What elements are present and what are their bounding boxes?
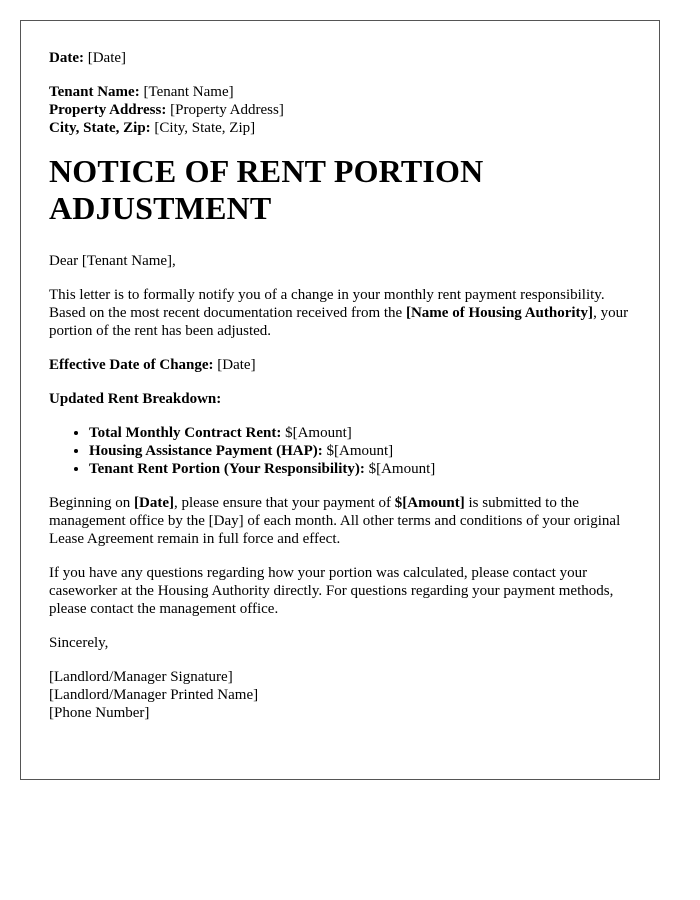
intro-text-1: This letter is to formally notify you of a change in your monthly rent payment responsibility. Based on the most recent documentation received from the <box>49 287 605 321</box>
date-label: Date: <box>49 50 84 66</box>
signature-line: [Landlord/Manager Signature] <box>49 669 233 685</box>
effective-date-value: [Date] <box>217 357 256 373</box>
payment-start-date: [Date] <box>134 495 174 511</box>
tenant-portion-label: Tenant Rent Portion (Your Responsibility): <box>89 461 365 477</box>
date-value: [Date] <box>87 50 127 66</box>
list-item <box>89 424 631 442</box>
tenant-name-label: Tenant Name: <box>49 84 140 100</box>
city-state-zip-line <box>49 119 631 137</box>
date-line <box>49 49 631 67</box>
questions-paragraph: If you have any questions regarding how your portion was calculated, please contact your caseworker at the Housing Authority directly. For questions regarding your payment methods, please contact the management office. <box>49 565 614 617</box>
letter-document <box>20 20 660 780</box>
letter-title: NOTICE OF RENT PORTION ADJUSTMENT <box>49 153 484 226</box>
breakdown-heading <box>49 390 631 408</box>
property-address-label: Property Address: <box>49 102 167 118</box>
housing-authority-name: [Name of Housing Authority] <box>405 305 594 321</box>
effective-date-label: Effective Date of Change: <box>49 357 214 373</box>
payment-text-3: is submitted to the management office by the [Day] of each month. All other terms and conditions of your original Lease Agreement remain in full force and effect. <box>49 495 621 547</box>
effective-date-line <box>49 356 631 374</box>
closing: Sincerely, <box>49 635 109 651</box>
property-address-value: [Property Address] <box>170 102 284 118</box>
list-item <box>89 442 631 460</box>
property-address-line <box>49 101 631 119</box>
payment-text-2: , please ensure that your payment of <box>173 495 395 511</box>
tenant-portion-value: $[Amount] <box>368 461 436 477</box>
tenant-name-line <box>49 83 631 101</box>
intro-paragraph <box>49 286 631 340</box>
intro-text-2: , your portion of the rent has been adjusted. <box>49 305 629 339</box>
tenant-info <box>49 83 631 137</box>
hap-value: $[Amount] <box>326 443 394 459</box>
payment-text-1: Beginning on <box>49 495 134 511</box>
payment-paragraph <box>49 494 631 548</box>
tenant-name-value: [Tenant Name] <box>143 84 234 100</box>
rent-breakdown-list <box>49 424 631 478</box>
phone-number-line: [Phone Number] <box>49 705 150 721</box>
city-state-zip-label: City, State, Zip: <box>49 120 151 136</box>
hap-label: Housing Assistance Payment (HAP): <box>89 443 323 459</box>
payment-amount: $[Amount] <box>394 495 465 511</box>
contract-rent-label: Total Monthly Contract Rent: <box>89 425 282 441</box>
salutation: Dear [Tenant Name], <box>49 253 176 269</box>
list-item <box>89 460 631 478</box>
contract-rent-value: $[Amount] <box>285 425 352 441</box>
breakdown-heading-text: Updated Rent Breakdown: <box>49 391 222 407</box>
city-state-zip-value: [City, State, Zip] <box>154 120 256 136</box>
signature-block <box>49 668 631 722</box>
printed-name-line: [Landlord/Manager Printed Name] <box>49 687 259 703</box>
